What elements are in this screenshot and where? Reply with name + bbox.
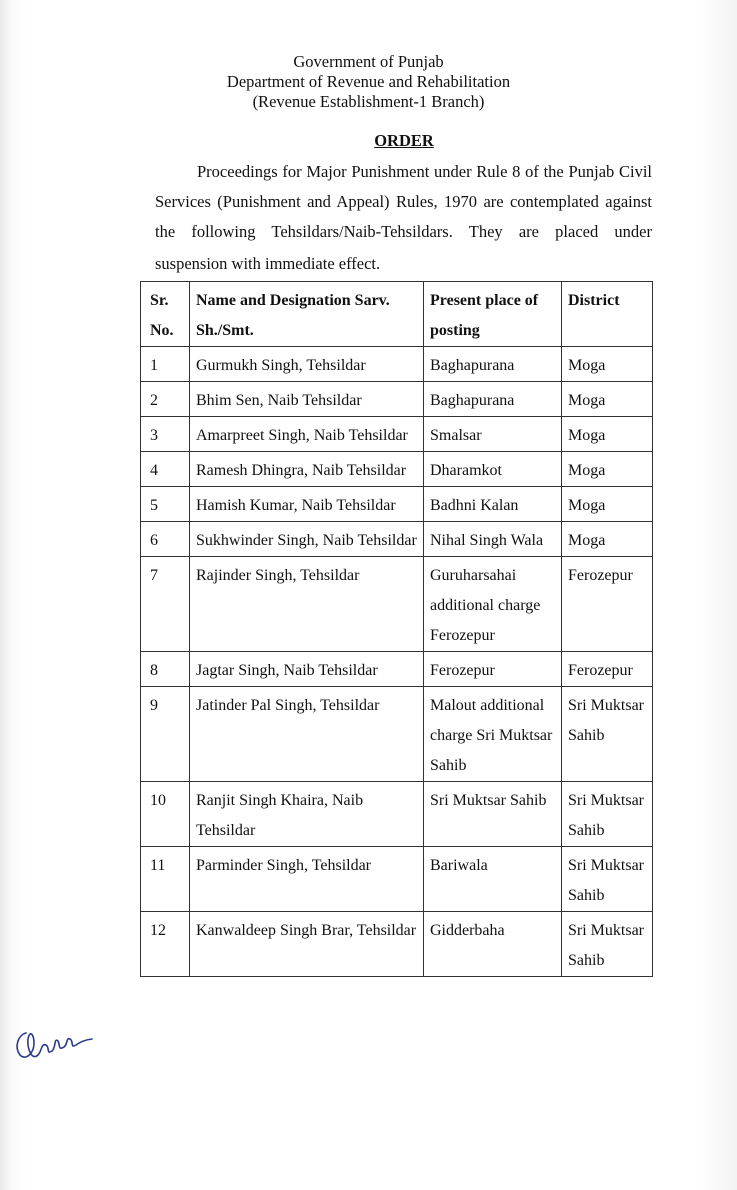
table-row [141, 417, 653, 452]
cell-district: Moga [562, 417, 653, 452]
cell-present-posting: Ferozepur [424, 652, 562, 687]
cell-present-posting: Baghapurana [424, 347, 562, 382]
cell-present-posting: Dharamkot [424, 452, 562, 487]
cell-present-posting: Baghapurana [424, 382, 562, 417]
cell-district: Moga [562, 452, 653, 487]
header-department: Department of Revenue and Rehabilitation [226, 72, 511, 91]
cell-present-posting: Nihal Singh Wala [424, 522, 562, 557]
table-row [141, 687, 653, 782]
header-government: Government of Punjab [293, 52, 444, 71]
cell-name-designation: Gurmukh Singh, Tehsildar [190, 347, 424, 382]
cell-name-designation: Jagtar Singh, Naib Tehsildar [190, 652, 424, 687]
table-row [141, 487, 653, 522]
paragraph-line-4: suspension with immediate effect. [155, 254, 381, 273]
table-row [141, 652, 653, 687]
table-row [141, 912, 653, 977]
cell-present-posting: Sri Muktsar Sahib [424, 782, 562, 847]
table-row [141, 782, 653, 847]
header-sr-no: Sr. No. [141, 282, 190, 347]
table-header-row [141, 282, 653, 347]
cell-district: Sri Muktsar Sahib [562, 687, 653, 782]
table-row [141, 847, 653, 912]
cell-district: Sri Muktsar Sahib [562, 847, 653, 912]
paragraph-line-2: Services (Punishment and Appeal) Rules, 1970 are contemplated against [155, 192, 652, 211]
cell-district: Ferozepur [562, 652, 653, 687]
table-row [141, 452, 653, 487]
cell-present-posting: Smalsar [424, 417, 562, 452]
cell-present-posting: Bariwala [424, 847, 562, 912]
cell-sr-no: 3 [141, 417, 190, 452]
cell-name-designation: Amarpreet Singh, Naib Tehsildar [190, 417, 424, 452]
cell-name-designation: Ramesh Dhingra, Naib Tehsildar [190, 452, 424, 487]
cell-name-designation: Ranjit Singh Khaira, Naib Tehsildar [190, 782, 424, 847]
cell-district: Moga [562, 382, 653, 417]
table-row [141, 522, 653, 557]
cell-present-posting: Gidderbaha [424, 912, 562, 977]
table-row [141, 382, 653, 417]
cell-district: Ferozepur [562, 557, 653, 652]
cell-sr-no: 10 [141, 782, 190, 847]
cell-sr-no: 1 [141, 347, 190, 382]
cell-present-posting: Guruharsahai additional charge Ferozepur [424, 557, 562, 652]
cell-district: Moga [562, 522, 653, 557]
cell-sr-no: 4 [141, 452, 190, 487]
header-branch: (Revenue Establishment-1 Branch) [252, 92, 485, 111]
header-district: District [562, 282, 653, 347]
cell-present-posting: Malout additional charge Sri Muktsar Sahib [424, 687, 562, 782]
cell-name-designation: Hamish Kumar, Naib Tehsildar [190, 487, 424, 522]
cell-present-posting: Badhni Kalan [424, 487, 562, 522]
cell-sr-no: 5 [141, 487, 190, 522]
cell-district: Moga [562, 347, 653, 382]
order-title: ORDER [374, 131, 434, 150]
cell-name-designation: Bhim Sen, Naib Tehsildar [190, 382, 424, 417]
cell-sr-no: 8 [141, 652, 190, 687]
header-present-posting: Present place of posting [424, 282, 562, 347]
cell-name-designation: Kanwaldeep Singh Brar, Tehsildar [190, 912, 424, 977]
suspension-table [140, 281, 653, 977]
cell-district: Sri Muktsar Sahib [562, 782, 653, 847]
table-row [141, 347, 653, 382]
cell-sr-no: 2 [141, 382, 190, 417]
cell-sr-no: 11 [141, 847, 190, 912]
cell-name-designation: Jatinder Pal Singh, Tehsildar [190, 687, 424, 782]
cell-sr-no: 12 [141, 912, 190, 977]
table-row [141, 557, 653, 652]
paragraph-line-3: the following Tehsildars/Naib-Tehsildars. They are placed under [155, 222, 652, 241]
cell-district: Moga [562, 487, 653, 522]
paragraph-line-1: Proceedings for Major Punishment under Rule 8 of the Punjab Civil [197, 162, 652, 181]
cell-name-designation: Parminder Singh, Tehsildar [190, 847, 424, 912]
cell-sr-no: 9 [141, 687, 190, 782]
cell-district: Sri Muktsar Sahib [562, 912, 653, 977]
cell-name-designation: Sukhwinder Singh, Naib Tehsildar [190, 522, 424, 557]
header-name-designation: Name and Designation Sarv. Sh./Smt. [190, 282, 424, 347]
cell-sr-no: 7 [141, 557, 190, 652]
signature-image [8, 1013, 98, 1073]
cell-name-designation: Rajinder Singh, Tehsildar [190, 557, 424, 652]
cell-sr-no: 6 [141, 522, 190, 557]
